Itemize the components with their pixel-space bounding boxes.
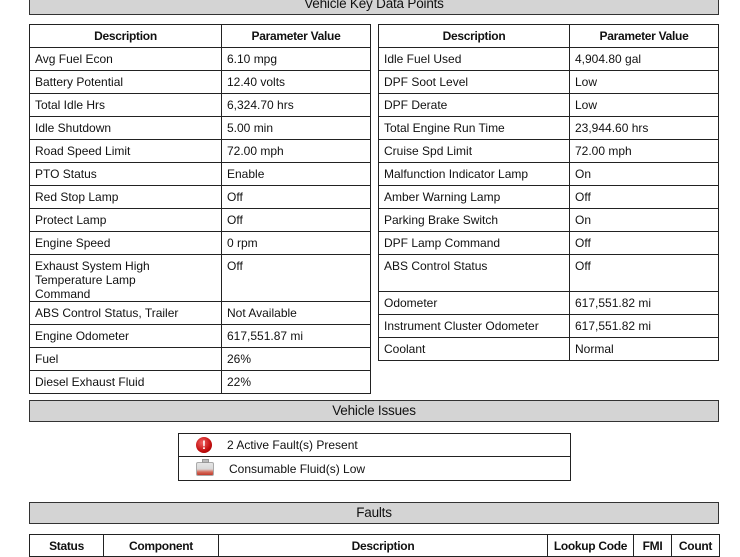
param-description: Malfunction Indicator Lamp bbox=[379, 163, 570, 186]
column-header-component: Component bbox=[104, 535, 219, 557]
param-description: Exhaust System High Temperature Lamp Command bbox=[30, 255, 222, 302]
param-description: Coolant bbox=[379, 338, 570, 361]
param-value: Low bbox=[570, 94, 719, 117]
table-row bbox=[30, 232, 371, 255]
issue-text: 2 Active Fault(s) Present bbox=[227, 438, 358, 452]
param-value: Low bbox=[570, 71, 719, 94]
param-value: Normal bbox=[570, 338, 719, 361]
column-header-value: Parameter Value bbox=[570, 25, 719, 48]
param-description: Cruise Spd Limit bbox=[379, 140, 570, 163]
param-value: 617,551.82 mi bbox=[570, 292, 719, 315]
table-row bbox=[379, 255, 719, 292]
param-description: Diesel Exhaust Fluid bbox=[30, 371, 222, 394]
param-value: 617,551.87 mi bbox=[222, 325, 371, 348]
param-value: 26% bbox=[222, 348, 371, 371]
param-description: Red Stop Lamp bbox=[30, 186, 222, 209]
table-row bbox=[30, 163, 371, 186]
param-value: Off bbox=[222, 255, 371, 302]
table-row bbox=[30, 94, 371, 117]
param-value: 5.00 min bbox=[222, 117, 371, 140]
param-description: Avg Fuel Econ bbox=[30, 48, 222, 71]
param-description: DPF Derate bbox=[379, 94, 570, 117]
column-header-description: Description bbox=[219, 535, 548, 557]
table-row bbox=[379, 315, 719, 338]
fluid-low-icon bbox=[196, 462, 214, 476]
table-row bbox=[30, 140, 371, 163]
param-description: Total Engine Run Time bbox=[379, 117, 570, 140]
param-description: Idle Shutdown bbox=[30, 117, 222, 140]
vehicle-issues-title: Vehicle Issues bbox=[332, 403, 416, 418]
param-value: Off bbox=[570, 232, 719, 255]
param-description: Engine Speed bbox=[30, 232, 222, 255]
param-value: 0 rpm bbox=[222, 232, 371, 255]
param-value: 72.00 mph bbox=[570, 140, 719, 163]
table-row bbox=[30, 255, 371, 302]
faults-table bbox=[29, 534, 720, 557]
issue-item-active-faults bbox=[179, 434, 570, 457]
column-header-fmi: FMI bbox=[634, 535, 672, 557]
table-row bbox=[379, 338, 719, 361]
table-row bbox=[30, 186, 371, 209]
faults-banner bbox=[29, 502, 719, 524]
param-value: 6.10 mpg bbox=[222, 48, 371, 71]
param-description: Idle Fuel Used bbox=[379, 48, 570, 71]
param-value: 22% bbox=[222, 371, 371, 394]
param-value: Enable bbox=[222, 163, 371, 186]
table-row bbox=[30, 209, 371, 232]
table-row bbox=[30, 117, 371, 140]
param-value: 6,324.70 hrs bbox=[222, 94, 371, 117]
key-data-table-right bbox=[378, 24, 719, 361]
param-description: Total Idle Hrs bbox=[30, 94, 222, 117]
param-description: Protect Lamp bbox=[30, 209, 222, 232]
param-value: Not Available bbox=[222, 302, 371, 325]
column-header-value: Parameter Value bbox=[222, 25, 371, 48]
param-value: 4,904.80 gal bbox=[570, 48, 719, 71]
param-value: Off bbox=[222, 209, 371, 232]
vehicle-issues-banner bbox=[29, 400, 719, 422]
param-description: ABS Control Status bbox=[379, 255, 570, 292]
table-row bbox=[379, 140, 719, 163]
param-value: 12.40 volts bbox=[222, 71, 371, 94]
param-value: Off bbox=[570, 186, 719, 209]
param-description: Engine Odometer bbox=[30, 325, 222, 348]
table-row bbox=[379, 292, 719, 315]
param-value: 72.00 mph bbox=[222, 140, 371, 163]
column-header-lookup-code: Lookup Code bbox=[548, 535, 634, 557]
param-value: Off bbox=[570, 255, 719, 292]
fault-alert-icon: ! bbox=[196, 437, 212, 453]
column-header-status: Status bbox=[30, 535, 104, 557]
param-value: 617,551.82 mi bbox=[570, 315, 719, 338]
table-row bbox=[379, 94, 719, 117]
table-row bbox=[30, 325, 371, 348]
param-value: On bbox=[570, 209, 719, 232]
key-data-banner bbox=[29, 0, 719, 15]
param-description: Instrument Cluster Odometer bbox=[379, 315, 570, 338]
issue-item-fluid-low bbox=[179, 457, 570, 480]
param-description: Road Speed Limit bbox=[30, 140, 222, 163]
param-value: On bbox=[570, 163, 719, 186]
param-value: Off bbox=[222, 186, 371, 209]
table-row bbox=[379, 186, 719, 209]
issue-text: Consumable Fluid(s) Low bbox=[229, 461, 366, 476]
table-row bbox=[30, 71, 371, 94]
param-description: DPF Soot Level bbox=[379, 71, 570, 94]
vehicle-issues-list bbox=[178, 433, 571, 481]
table-row bbox=[379, 163, 719, 186]
param-description: Fuel bbox=[30, 348, 222, 371]
table-row bbox=[379, 48, 719, 71]
column-header-description: Description bbox=[379, 25, 570, 48]
key-data-title: Vehicle Key Data Points bbox=[304, 0, 444, 11]
table-row bbox=[379, 232, 719, 255]
param-description: Parking Brake Switch bbox=[379, 209, 570, 232]
key-data-table-left bbox=[29, 24, 371, 394]
table-row bbox=[30, 371, 371, 394]
table-row bbox=[30, 348, 371, 371]
param-description: DPF Lamp Command bbox=[379, 232, 570, 255]
param-description: Battery Potential bbox=[30, 71, 222, 94]
table-row bbox=[379, 117, 719, 140]
faults-title: Faults bbox=[356, 505, 392, 520]
table-row bbox=[379, 71, 719, 94]
table-row bbox=[30, 48, 371, 71]
param-description: Odometer bbox=[379, 292, 570, 315]
table-row bbox=[30, 302, 371, 325]
column-header-count: Count bbox=[672, 535, 720, 557]
param-description: PTO Status bbox=[30, 163, 222, 186]
param-description: ABS Control Status, Trailer bbox=[30, 302, 222, 325]
table-row bbox=[379, 209, 719, 232]
param-description: Amber Warning Lamp bbox=[379, 186, 570, 209]
param-value: 23,944.60 hrs bbox=[570, 117, 719, 140]
column-header-description: Description bbox=[30, 25, 222, 48]
